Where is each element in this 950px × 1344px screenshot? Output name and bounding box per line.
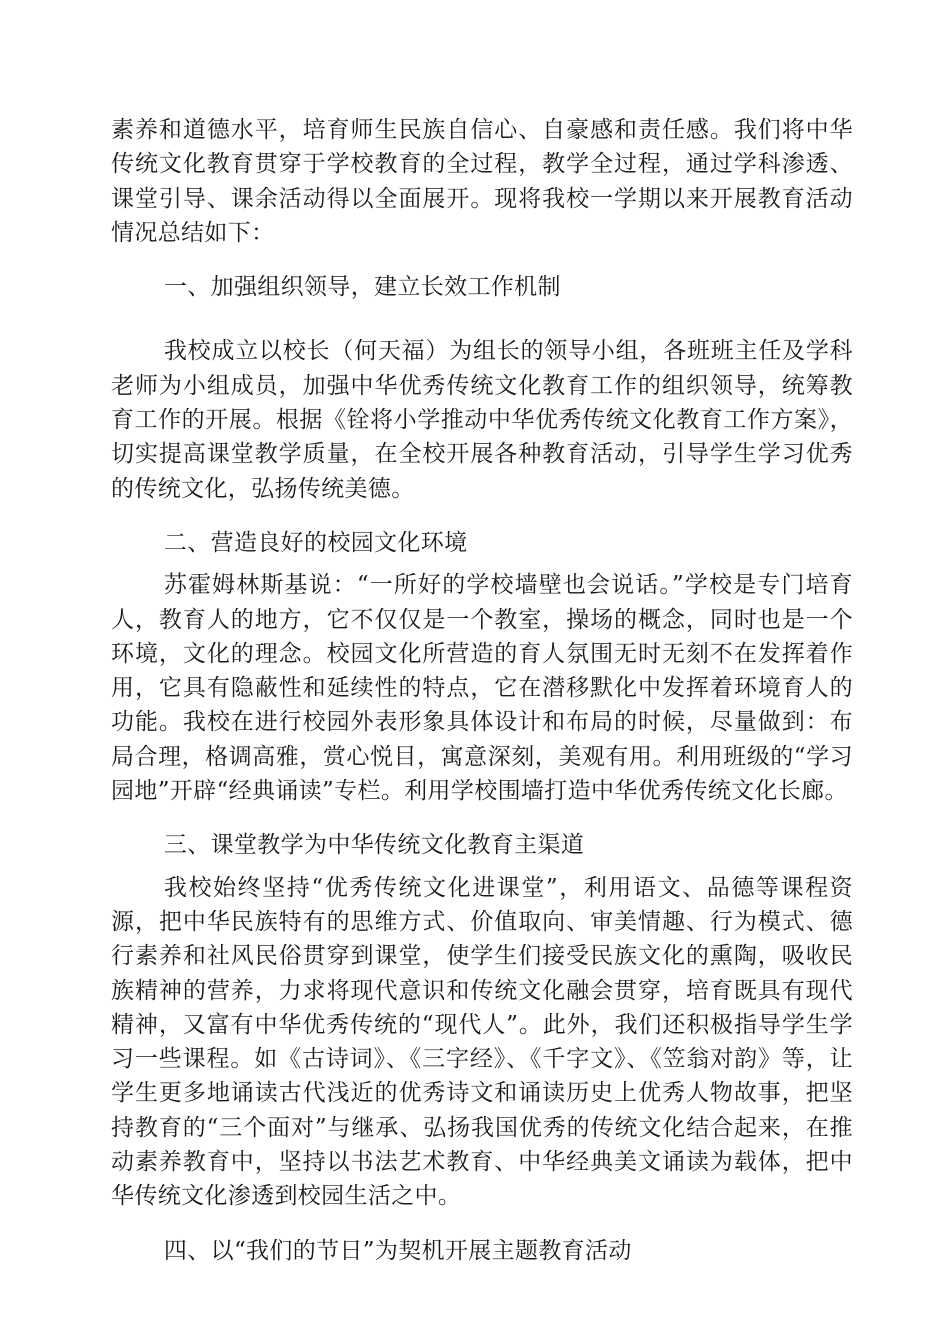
section-3-heading: 三、课堂教学为中华传统文化教育主渠道 (163, 832, 585, 859)
document-body (111, 113, 853, 1268)
intro-paragraph: 素养和道德水平，培育师生民族自信心、自豪感和责任感。我们将中华传统文化教育贯穿于学校教育的全过程，教学全过程，通过学科渗透、课堂引导、课余活动得以全面展开。现将我校一学期以来开展教育活动情况总结如下： (111, 117, 853, 246)
section-1-heading: 一、加强组织领导，建立长效工作机制 (163, 274, 561, 301)
section-2-body: 苏霍姆林斯基说：“一所好的学校墙壁也会说话。”学校是专门培育人，教育人的地方，它不仅仅是一个教室，操场的概念，同时也是一个环境，文化的理念。校园文化所营造的育人氛围无时无刻不在发挥着作用，它具有隐蔽性和延续性的特点，它在潜移默化中发挥着环境育人的功能。我校在进行校园外表形象具体设计和布局的时候，尽量做到：布局合理，格调高雅，赏心悦目，寓意深刻，美观有用。利用班级的“学习园地”开辟“经典诵读”专栏。利用学校围墙打造中华优秀传统文化长廊。 (111, 572, 853, 805)
section-2-heading: 二、营造良好的校园文化环境 (163, 529, 468, 556)
section-1-body: 我校成立以校长（何天福）为组长的领导小组，各班班主任及学科老师为小组成员，加强中华优秀传统文化教育工作的组织领导，统筹教育工作的开展。根据《铨将小学推动中华优秀传统文化教育工作方案》，切实提高课堂教学质量，在全校开展各种教育活动，引导学生学习优秀的传统文化，弘扬传统美德。 (111, 338, 853, 502)
section-4-heading: 四、以“我们的节日”为契机开展主题教育活动 (163, 1237, 632, 1264)
section-3-body: 我校始终坚持“优秀传统文化进课堂”，利用语文、品德等课程资源，把中华民族特有的思维方式、价值取向、审美情趣、行为模式、德行素养和社风民俗贯穿到课堂，使学生们接受民族文化的熏陶，吸收民族精神的营养，力求将现代意识和传统文化融会贯穿，培育既具有现代精神，又富有中华优秀传统的“现代人”。此外，我们还积极指导学生学习一些课程。如《古诗词》、《三字经》、《千字文》、《笠翁对韵》等，让学生更多地诵读古代浅近的优秀诗文和诵读历史上优秀人物故事，把坚持教育的“三个面对”与继承、弘扬我国优秀的传统文化结合起来，在推动素养教育中，坚持以书法艺术教育、中华经典美文诵读为载体，把中华传统文化渗透到校园生活之中。 (111, 874, 853, 1210)
